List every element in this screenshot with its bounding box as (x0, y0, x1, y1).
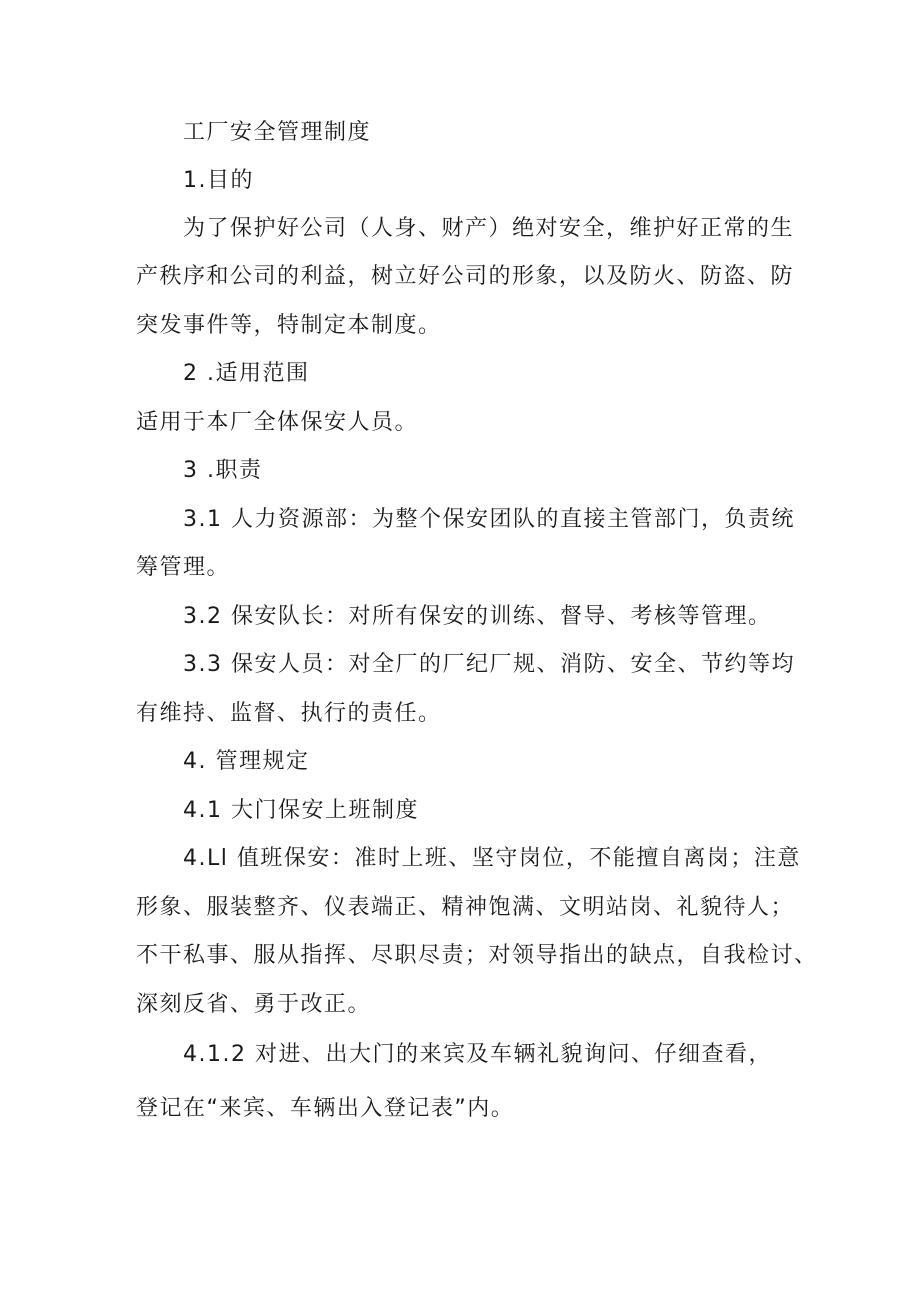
section-3-heading: 3 .职责 (183, 458, 263, 483)
section-3-1-line-1: 3.1 人力资源部：为整个保安团队的直接主管部门，负责统 (183, 507, 795, 532)
section-4-heading: 4. 管理规定 (183, 749, 310, 774)
section-2-heading: 2 .适用范围 (183, 361, 310, 386)
section-4-1-heading: 4.1 大门保安上班制度 (183, 798, 419, 823)
section-3-1-line-2: 筹管理。 (136, 555, 231, 580)
section-1-paragraph-line-1: 为了保护好公司（人身、财产）绝对安全，维护好正常的生 (183, 216, 795, 241)
section-1-paragraph-line-3: 突发事件等，特制定本制度。 (136, 313, 442, 338)
document-title: 工厂安全管理制度 (183, 120, 372, 145)
section-3-3-line-2: 有维持、监督、执行的责任。 (136, 701, 442, 726)
section-4-1-1-line-1: 4.Ll 值班保安：准时上班、坚守岗位，不能擅自离岗；注意 (183, 846, 801, 871)
section-3-3-line-1: 3.3 保安人员：对全厂的厂纪厂规、消防、安全、节约等均 (183, 652, 795, 677)
section-4-1-2-line-1: 4.1.2 对进、出大门的来宾及车辆礼貌询问、仔细查看， (183, 1042, 772, 1067)
section-4-1-2-line-2: 登记在“来宾、车辆出入登记表”内。 (136, 1096, 515, 1121)
section-4-1-1-line-4: 深刻反省、勇于改正。 (136, 992, 372, 1017)
section-1-heading: 1.目的 (183, 168, 254, 193)
section-2-paragraph: 适用于本厂全体保安人员。 (136, 410, 419, 435)
section-4-1-1-line-3: 不干私事、服从指挥、尽职尽责；对领导指出的缺点，自我检讨、 (136, 943, 818, 968)
section-3-2: 3.2 保安队长：对所有保安的训练、督导、考核等管理。 (183, 604, 772, 629)
section-1-paragraph-line-2: 产秩序和公司的利益，树立好公司的形象，以及防火、防盗、防 (136, 264, 795, 289)
section-4-1-1-line-2: 形象、服装整齐、仪表端正、精神饱满、文明站岗、礼貌待人； (136, 895, 795, 920)
